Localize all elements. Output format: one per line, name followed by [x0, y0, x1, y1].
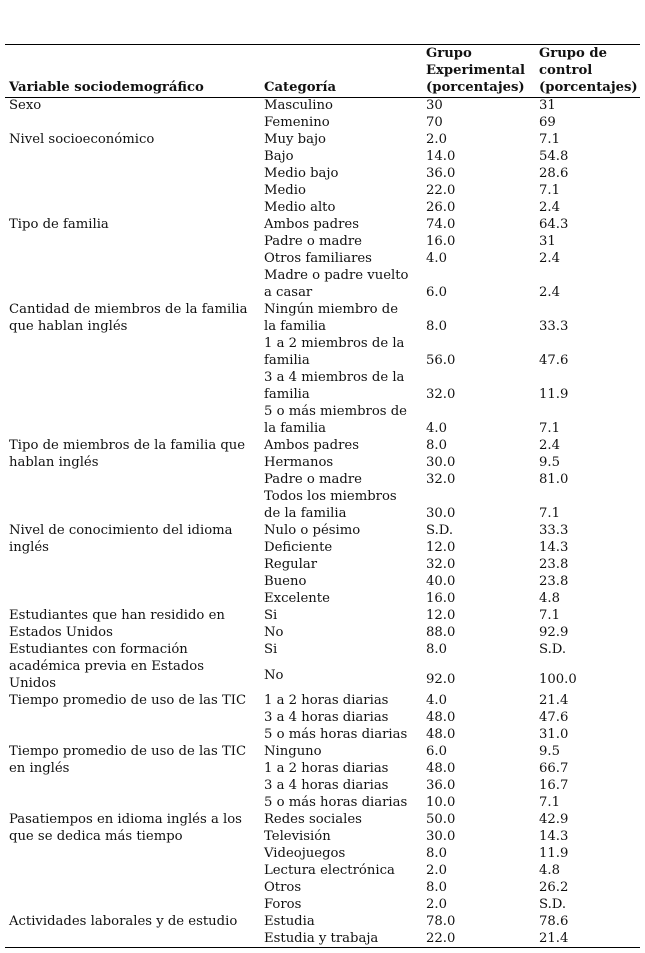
experimental-value: 56.0	[426, 353, 456, 368]
experimental-value: 48.0	[426, 710, 456, 725]
control-value: 21.4	[539, 931, 569, 946]
control-value: 7.1	[539, 421, 560, 436]
experimental-value: 30.0	[426, 455, 456, 470]
experimental-value: 14.0	[426, 149, 456, 164]
categoria-cell: 3 a 4 horas diarias	[264, 778, 389, 793]
control-value: 21.4	[539, 693, 569, 708]
experimental-value: 4.0	[426, 693, 447, 708]
header-variable: Variable sociodemográfico	[9, 80, 204, 95]
categoria-cell: Estudia	[264, 914, 315, 929]
control-value: 64.3	[539, 217, 569, 232]
control-value: 92.9	[539, 625, 569, 640]
header-experimental-line: (porcentajes)	[426, 80, 525, 95]
control-value: 23.8	[539, 574, 569, 589]
variable-cell: Sexo	[9, 98, 42, 113]
experimental-value: 36.0	[426, 166, 456, 181]
experimental-value: 2.0	[426, 863, 447, 878]
categoria-cell: 5 o más horas diarias	[264, 727, 408, 742]
experimental-value: 4.0	[426, 251, 447, 266]
experimental-value: 30	[426, 98, 443, 113]
categoria-cell: Otros familiares	[264, 251, 372, 266]
control-value: 31.0	[539, 727, 569, 742]
categoria-cell: Videojuegos	[264, 846, 346, 861]
categoria-cell: Ningún miembro de	[264, 302, 399, 317]
categoria-cell: Ambos padres	[264, 438, 359, 453]
control-value: 100.0	[539, 671, 577, 687]
experimental-value: 50.0	[426, 812, 456, 827]
control-value: 16.7	[539, 778, 569, 793]
experimental-value: 32.0	[426, 387, 456, 402]
variable-cell: Nivel socioeconómico	[9, 132, 155, 147]
variable-cell: en inglés	[9, 761, 70, 776]
categoria-cell: Si	[264, 642, 278, 657]
categoria-cell: Bueno	[264, 574, 307, 589]
categoria-cell: 3 a 4 miembros de la	[264, 370, 405, 385]
header-control-line: control	[539, 63, 593, 78]
experimental-value: 2.0	[426, 132, 447, 147]
header-experimental-line: Experimental	[426, 63, 526, 78]
categoria-cell: Excelente	[264, 591, 330, 606]
variable-cell: Estudiantes que han residido en	[9, 608, 225, 623]
variable-cell: Pasatiempos en idioma inglés a los	[9, 812, 242, 827]
control-value: 7.1	[539, 608, 560, 623]
experimental-value: 30.0	[426, 829, 456, 844]
header-experimental-line: Grupo	[426, 46, 472, 61]
control-value: 14.3	[539, 829, 569, 844]
categoria-cell: la familia	[264, 319, 327, 334]
experimental-value: 88.0	[426, 625, 456, 640]
control-value: 69	[539, 115, 556, 130]
variable-cell: Tiempo promedio de uso de las TIC	[9, 744, 247, 759]
categoria-cell: Padre o madre	[264, 472, 362, 487]
categoria-cell: 1 a 2 horas diarias	[264, 693, 389, 708]
experimental-value: 32.0	[426, 472, 456, 487]
header-categoria: Categoría	[264, 80, 337, 95]
variable-cell: que se dedica más tiempo	[9, 829, 183, 844]
header-control-line: Grupo de	[539, 46, 608, 61]
categoria-cell: 5 o más miembros de	[264, 404, 407, 419]
categoria-cell: Medio	[264, 183, 306, 198]
experimental-value: 40.0	[426, 574, 456, 589]
experimental-value: 16.0	[426, 234, 456, 249]
experimental-value: 6.0	[426, 744, 447, 759]
experimental-value: 70	[426, 115, 443, 130]
experimental-value: 26.0	[426, 200, 456, 215]
experimental-value: 36.0	[426, 778, 456, 793]
experimental-value: 78.0	[426, 914, 456, 929]
categoria-cell: Foros	[264, 897, 302, 912]
control-value: 9.5	[539, 744, 560, 759]
categoria-cell: Otros	[264, 880, 302, 895]
categoria-cell: Redes sociales	[264, 812, 362, 827]
control-value: 2.4	[539, 251, 560, 266]
categoria-cell: Lectura electrónica	[264, 863, 395, 878]
control-value: 42.9	[539, 812, 569, 827]
experimental-value: 48.0	[426, 761, 456, 776]
categoria-cell: 1 a 2 miembros de la	[264, 336, 405, 351]
experimental-value: 8.0	[426, 642, 447, 657]
categoria-cell: Medio alto	[264, 200, 336, 215]
categoria-cell: Regular	[264, 557, 318, 572]
variable-cell: Nivel de conocimiento del idioma	[9, 523, 233, 538]
control-value: 2.4	[539, 438, 560, 453]
control-value: 66.7	[539, 761, 569, 776]
experimental-value: 92.0	[426, 671, 456, 687]
categoria-cell: de la familia	[264, 506, 347, 521]
categoria-cell: Nulo o pésimo	[264, 523, 361, 538]
experimental-value: 8.0	[426, 846, 447, 861]
experimental-value: 48.0	[426, 727, 456, 742]
experimental-value: 4.0	[426, 421, 447, 436]
experimental-value: 8.0	[426, 438, 447, 453]
categoria-cell: Ninguno	[264, 744, 322, 759]
categoria-cell: Todos los miembros	[264, 489, 397, 504]
variable-cell: hablan inglés	[9, 455, 99, 470]
categoria-cell: Femenino	[264, 115, 330, 130]
control-value: 31	[539, 234, 556, 249]
control-value: 33.3	[539, 319, 569, 334]
control-value: 14.3	[539, 540, 569, 555]
header-control-line: (porcentajes)	[539, 80, 638, 95]
control-value: 11.9	[539, 846, 569, 861]
variable-cell: Tipo de familia	[9, 217, 109, 232]
control-value: 47.6	[539, 710, 569, 725]
experimental-value: 8.0	[426, 880, 447, 895]
categoria-cell: familia	[264, 353, 310, 368]
categoria-cell: Televisión	[264, 829, 331, 844]
categoria-cell: familia	[264, 387, 310, 402]
control-value: 33.3	[539, 523, 569, 538]
control-value: S.D.	[539, 642, 567, 657]
experimental-value: 22.0	[426, 931, 456, 946]
control-value: 78.6	[539, 914, 569, 929]
experimental-value: 22.0	[426, 183, 456, 198]
control-value: 23.8	[539, 557, 569, 572]
experimental-value: 32.0	[426, 557, 456, 572]
experimental-value: 12.0	[426, 608, 456, 623]
control-value: 11.9	[539, 387, 569, 402]
header-control	[539, 45, 638, 96]
variable-cell: Actividades laborales y de estudio	[9, 914, 238, 929]
variable-cell: Cantidad de miembros de la familia	[9, 302, 248, 317]
control-value: S.D.	[539, 897, 567, 912]
experimental-value: 8.0	[426, 319, 447, 334]
control-value: 31	[539, 98, 556, 113]
categoria-cell: Padre o madre	[264, 234, 362, 249]
control-value: 7.1	[539, 506, 560, 521]
control-value: 7.1	[539, 795, 560, 810]
categoria-cell: Bajo	[264, 149, 294, 164]
variable-cell: que hablan inglés	[9, 319, 128, 334]
experimental-value: 74.0	[426, 217, 456, 232]
categoria-cell: Hermanos	[264, 455, 334, 470]
control-value: 28.6	[539, 166, 569, 181]
experimental-value: 6.0	[426, 285, 447, 300]
categoria-cell: Masculino	[264, 98, 333, 113]
control-value: 2.4	[539, 200, 560, 215]
control-value: 47.6	[539, 353, 569, 368]
categoria-cell: Ambos padres	[264, 217, 359, 232]
categoria-cell: Madre o padre vuelto	[264, 268, 409, 283]
control-value: 9.5	[539, 455, 560, 470]
variable-cell: Estados Unidos	[9, 625, 113, 640]
control-value: 81.0	[539, 472, 569, 487]
categoria-cell: a casar	[264, 285, 313, 300]
categoria-cell: Muy bajo	[264, 132, 326, 147]
variable-cell: Estudiantes con formación	[9, 642, 188, 657]
control-value: 26.2	[539, 880, 569, 895]
variable-cell: académica previa en Estados	[9, 659, 204, 674]
experimental-value: S.D.	[426, 523, 454, 538]
control-value: 7.1	[539, 132, 560, 147]
categoria-cell: Medio bajo	[264, 166, 339, 181]
control-value: 7.1	[539, 183, 560, 198]
categoria-cell: Deficiente	[264, 540, 333, 555]
variable-cell: Tiempo promedio de uso de las TIC	[9, 693, 247, 708]
categoria-cell: la familia	[264, 421, 327, 436]
experimental-value: 16.0	[426, 591, 456, 606]
experimental-value: 10.0	[426, 795, 456, 810]
categoria-cell: No	[264, 625, 284, 640]
variable-cell: Tipo de miembros de la familia que	[9, 438, 246, 453]
header-experimental	[426, 45, 525, 96]
categoria-cell: Si	[264, 608, 278, 623]
categoria-cell: 3 a 4 horas diarias	[264, 710, 389, 725]
experimental-value: 30.0	[426, 506, 456, 521]
variable-cell: inglés	[9, 540, 49, 555]
categoria-cell: 1 a 2 horas diarias	[264, 761, 389, 776]
control-value: 2.4	[539, 285, 560, 300]
categoria-cell: No	[264, 667, 284, 683]
control-value: 4.8	[539, 863, 560, 878]
control-value: 54.8	[539, 149, 569, 164]
variable-cell: Unidos	[9, 676, 56, 691]
categoria-cell: Estudia y trabaja	[264, 931, 379, 946]
bottom-rule	[5, 947, 640, 948]
categoria-cell: 5 o más horas diarias	[264, 795, 408, 810]
experimental-value: 12.0	[426, 540, 456, 555]
control-value: 4.8	[539, 591, 560, 606]
experimental-value: 2.0	[426, 897, 447, 912]
